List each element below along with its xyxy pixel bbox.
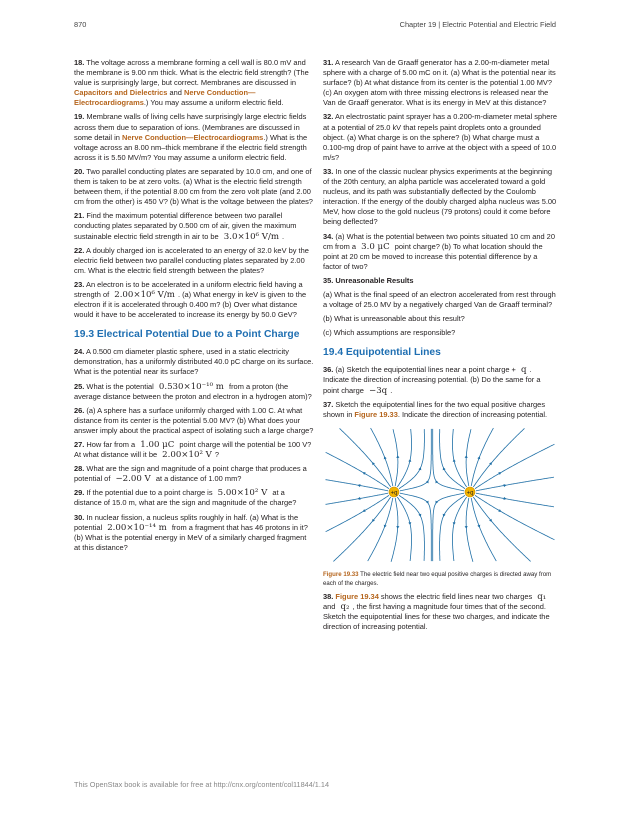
problem-27: 27. How far from a 1.00 μC point charge will the potential be 100 V? At what distance will it be 2.00×10² V ? [74,440,312,461]
right-column [323,58,557,636]
math-expression: −2.00 V [115,474,151,485]
problem-33: 33. In one of the classic nuclear physics experiments at the beginning of the 20th century, an alpha particle was accelerated toward a gold nucleus, and its path was substantially deflected by the Coulomb interaction. If the energy of the doubly charged alpha nucleus was 5.00 MeV, how close to the gold nucleus (79 protons) could it come before being deflected? [323,166,557,227]
field-line [475,495,555,540]
math-expression: q₁ [537,592,547,603]
link-figure-19-34[interactable]: Figure 19.34 [335,592,379,602]
page-number: 870 [74,20,87,29]
field-line [397,429,411,487]
math-expression: 2.00×10⁻¹⁴ m [107,522,167,533]
field-line [326,480,389,491]
arrow-icon [453,522,456,525]
figure-19-33 [323,426,557,567]
left-column [74,58,314,557]
problem-38: 38. Figure 19.34 shows the electric field lines near two charges q₁ and q₂ , the first having a magnitude four times that of the second. Sketch the equipotential lines for these two charges, and indicate the direction of increasing potential. [323,592,550,632]
math-expression: 3.0×10⁶ V/m [223,231,280,242]
field-line [326,493,389,504]
arrow-icon [465,526,468,529]
problem-22: 22. A doubly charged ion is accelerated to an energy of 32.0 keV by the electric field between two parallel conducting plates separated by 2.00 cm. What is the electric field strength between the plates? [74,245,309,275]
problem-37: 37. Sketch the equipotential lines for the two equal positive charges shown in Figure 19.33. Indicate the direction of increasing potential. [323,399,548,419]
math-expression: q₂ [340,602,350,613]
arrow-icon [453,459,456,462]
chapter-title: Chapter 19 | Electric Potential and Electric Field [399,20,556,29]
charge-right-label: +q [466,490,474,497]
math-expression: 5.00×10² V [217,488,268,499]
math-expression: 3.0 μC [361,241,390,252]
field-line [340,428,391,487]
arrow-icon [465,455,468,458]
math-expression: 2.00×10² V [162,450,212,461]
problem-26: 26. (a) A sphere has a surface uniformly charged with 1.00 C. At what distance from its center is the potential 5.00 MV? (b) What does your answer imply about the practical aspect of isolating such a large charge? [74,405,314,435]
figure-caption: Figure 19.33 The electric field near two equal positive charges is directed away from each of the charges. [323,570,552,587]
field-line [453,429,467,487]
charge-left-label: +q [390,490,398,497]
math-expression: −3q [369,385,388,396]
link-nerve-conduction[interactable]: Nerve Conduction—Electrocardiograms [121,132,264,142]
problem-35c: (c) Which assumptions are responsible? [323,328,456,338]
problem-18: 18. The voltage across a membrane forming a cell wall is 80.0 mV and the membrane is 9.00 nm thick. What is the electric field strength? (The value is surprisingly large, but correct. Membranes are discussed in Capacitors and Dielectrics and Nerve Conduction—Electrocardiograms.) You may assume a uniform electric field. [74,58,309,108]
problem-35-title: 35. Unreasonable Results [323,275,414,285]
field-line [326,495,389,531]
problem-21: 21. Find the maximum potential difference between two parallel conducting plates separated by 0.500 cm of air, given the maximum sustainable electric field strength in air to be 3.0×10⁶ V/m . [74,211,297,242]
field-line [326,452,389,488]
problem-36: 36. (a) Sketch the equipotential lines near a point charge + q . Indicate the direction of increasing potential. (b) Do the same for a point charge −3q . [323,365,541,396]
field-line [466,498,473,562]
field-line [476,477,554,491]
field-line [333,497,390,561]
math-expression: 0.530×10⁻¹⁰ m [158,381,224,392]
problem-19: 19. Membrane walls of living cells have surprisingly large electric fields across them due to separation of ions. (Membranes are discussed in some detail in Nerve Conduction—Electrocardiograms.) What is the voltage across an 8.00 nm–thick membrane if the electric field strength across it is 5.50 MV/m? You may assume a uniform electric field. [74,112,308,162]
field-line [473,497,530,561]
math-expression: q [520,365,527,376]
problem-30: 30. In nuclear fission, a nucleus splits roughly in half. (a) What is the potential 2.00×10⁻¹⁴ m from a fragment that has 46 protons in it? (b) What is the potential energy in MeV of a similarly charged fragment at this distance? [74,512,308,552]
field-line [475,444,555,489]
arrow-icon [408,459,411,462]
field-line [471,428,493,486]
section-heading: 19.4 Equipotential Lines [323,347,441,359]
link-nerve-conduction[interactable]: Nerve Conduction—Electrocardiograms [74,88,256,108]
field-line [397,497,411,561]
field-line [471,498,496,561]
problem-35b: (b) What is unreasonable about this result? [323,314,465,324]
math-expression: 2.00×10⁶ V/m [114,289,175,300]
problem-20: 20. Two parallel conducting plates are separated by 10.0 cm, and one of them is taken to be at zero volts. (a) What is the electric field strength between them, if the potential 8.00 cm from the zero volt plate (and 2.00 cm from the other) is 450 V? (b) What is the voltage between the plates? [74,166,313,207]
link-capacitors[interactable]: Capacitors and Dielectrics [74,88,168,98]
problem-24: 24. A 0.500 cm diameter plastic sphere, used in a static electricity demonstration, has a uniformly distributed 40.0 pC charge on its surface. What is the potential near its surface? [74,347,314,377]
field-line [368,498,393,561]
field-line [453,497,467,561]
footer-note: This OpenStax book is available for free at http://cnx.org/content/col11844/1.14 [74,780,330,789]
arrow-icon [396,526,399,529]
arrow-icon [408,522,411,525]
problem-34: 34. (a) What is the potential between two points situated 10 cm and 20 cm from a 3.0 μC point charge? (b) To what location should the point at 20 cm be moved to increase this potential difference by a factor of two? [323,231,555,271]
field-line [473,428,524,487]
problem-32: 32. An electrostatic paint sprayer has a 0.200-m-diameter metal sphere at a potential of 25.0 kV that repels paint droplets onto a grounded object. (a) What charge is on the sphere? (b) What charge must a 0.100-mg drop of paint have to arrive at the object with a speed of 10.0 m/s? [323,112,557,162]
problem-25: 25. What is the potential 0.530×10⁻¹⁰ m from a proton (the average distance between the proton and electron in a hydrogen atom)? [74,381,312,401]
problem-31: 31. A research Van de Graaff generator has a 2.00-m-diameter metal sphere with a charge of 5.00 mC on it. (a) What is the potential near its surface? (b) At what distance from its center is the potential 1.00 MV? (c) An oxygen atom with three missing electrons is released near the Van de Graaff generator. What is its energy in MeV at this distance? [323,58,556,108]
field-lines-diagram [323,426,557,564]
problem-35a: (a) What is the final speed of an electron accelerated from rest through a voltage of 25.0 MV by a negatively charged Van de Graaff terminal? [323,289,556,310]
field-line [371,428,393,486]
field-line [400,493,431,561]
field-line [433,493,464,561]
problem-23: 23. An electron is to be accelerated in a uniform electric field having a strength of 2.00×10⁶ V/m . (a) What energy in keV is given to the electron if it is accelerated through 0.400 m? (b) Over what distance would it have to be accelerated to increase its energy by 50.0 GeV? [74,279,307,320]
math-expression: 1.00 μC [140,440,175,450]
problem-28: 28. What are the sign and magnitude of a point charge that produces a potential of −2.00 V at a distance of 1.00 mm? [74,464,307,485]
problem-29: 29. If the potential due to a point charge is 5.00×10² V at a distance of 15.0 m, what are the sign and magnitude of the charge? [74,488,297,508]
link-figure-19-33[interactable]: Figure 19.33 [354,409,398,419]
field-line [391,498,398,562]
arrow-icon [396,455,399,458]
section-heading: 19.3 Electrical Potential Due to a Point Charge [74,329,300,341]
field-line [476,493,554,507]
